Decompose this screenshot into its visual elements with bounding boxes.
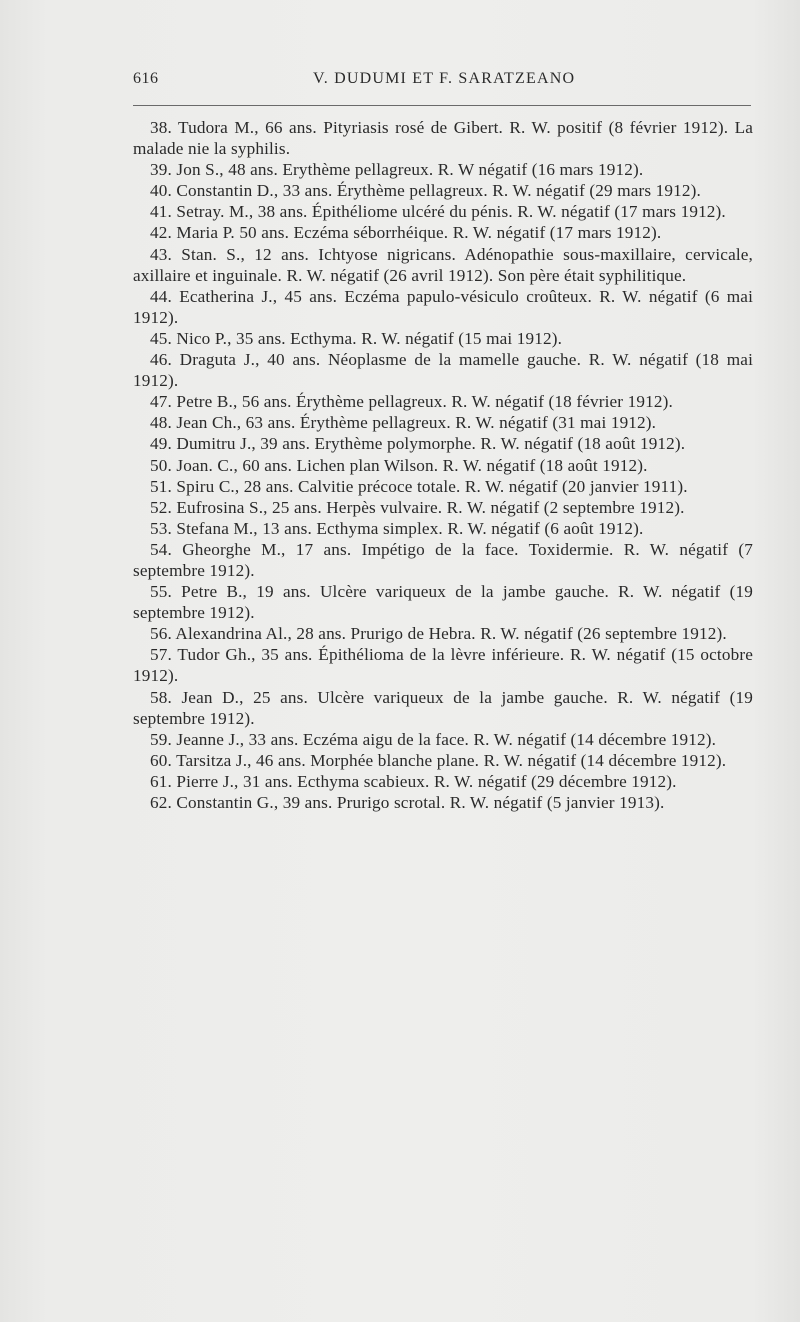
header-rule	[133, 105, 751, 106]
case-entry: 40. Constantin D., 33 ans. Érythème pellagreux. R. W. négatif (29 mars 1912).	[150, 181, 701, 201]
case-entry: 52. Eufrosina S., 25 ans. Herpès vulvaire. R. W. négatif (2 septembre 1912).	[150, 497, 685, 517]
case-entry: 42. Maria P. 50 ans. Eczéma séborrhéique. R. W. négatif (17 mars 1912).	[150, 223, 662, 243]
case-entry: 58. Jean D., 25 ans. Ulcère variqueux de la jambe gauche. R. W. négatif (19 septembre 1912).	[133, 687, 753, 728]
case-entry: 45. Nico P., 35 ans. Ecthyma. R. W. négatif (15 mai 1912).	[150, 328, 563, 348]
case-entry: 51. Spiru C., 28 ans. Calvitie précoce totale. R. W. négatif (20 janvier 1911).	[150, 476, 688, 496]
case-entry: 55. Petre B., 19 ans. Ulcère variqueux de la jambe gauche. R. W. négatif (19 septembre 1912).	[133, 582, 753, 623]
case-entry: 47. Petre B., 56 ans. Érythème pellagreux. R. W. négatif (18 février 1912).	[150, 392, 673, 412]
case-entry: 43. Stan. S., 12 ans. Ichtyose nigricans. Adénopathie sous-maxillaire, cervicale, axillaire et inguinale. R. W. négatif (26 avril 1912). Son père était syphilitique.	[133, 244, 753, 285]
case-entry: 56. Alexandrina Al., 28 ans. Prurigo de Hebra. R. W. négatif (26 septembre 1912).	[150, 624, 727, 644]
case-entry: 48. Jean Ch., 63 ans. Érythème pellagreux. R. W. négatif (31 mai 1912).	[150, 413, 657, 433]
case-list	[133, 117, 753, 813]
running-head: V. DUDUMI ET F. SARATZEANO	[313, 70, 576, 87]
case-entry: 44. Ecatherina J., 45 ans. Eczéma papulo-vésiculo croûteux. R. W. négatif (6 mai 1912).	[133, 286, 753, 327]
case-entry: 60. Tarsitza J., 46 ans. Morphée blanche plane. R. W. négatif (14 décembre 1912).	[150, 750, 727, 770]
case-entry: 39. Jon S., 48 ans. Erythème pellagreux. R. W négatif (16 mars 1912).	[150, 160, 644, 180]
case-entry: 54. Gheorghe M., 17 ans. Impétigo de la face. Toxidermie. R. W. négatif (7 septembre 1912).	[133, 539, 753, 580]
page-header	[133, 70, 753, 96]
case-entry: 62. Constantin G., 39 ans. Prurigo scrotal. R. W. négatif (5 janvier 1913).	[150, 793, 665, 812]
page-number: 616	[133, 70, 159, 87]
case-entry: 61. Pierre J., 31 ans. Ecthyma scabieux. R. W. négatif (29 décembre 1912).	[150, 771, 677, 791]
case-entry: 41. Setray. M., 38 ans. Épithéliome ulcéré du pénis. R. W. négatif (17 mars 1912).	[150, 202, 726, 222]
case-entry: 38. Tudora M., 66 ans. Pityriasis rosé de Gibert. R. W. positif (8 février 1912). La malade nie la syphilis.	[133, 118, 753, 159]
case-entry: 53. Stefana M., 13 ans. Ecthyma simplex. R. W. négatif (6 août 1912).	[150, 518, 644, 538]
case-entry: 46. Draguta J., 40 ans. Néoplasme de la mamelle gauche. R. W. négatif (18 mai 1912).	[133, 350, 753, 391]
case-entry: 57. Tudor Gh., 35 ans. Épithélioma de la lèvre inférieure. R. W. négatif (15 octobre 1912).	[133, 645, 753, 686]
case-entry: 49. Dumitru J., 39 ans. Erythème polymorphe. R. W. négatif (18 août 1912).	[150, 434, 686, 454]
case-entry: 50. Joan. C., 60 ans. Lichen plan Wilson. R. W. négatif (18 août 1912).	[150, 455, 648, 475]
case-entry: 59. Jeanne J., 33 ans. Eczéma aigu de la face. R. W. négatif (14 décembre 1912).	[150, 729, 717, 749]
